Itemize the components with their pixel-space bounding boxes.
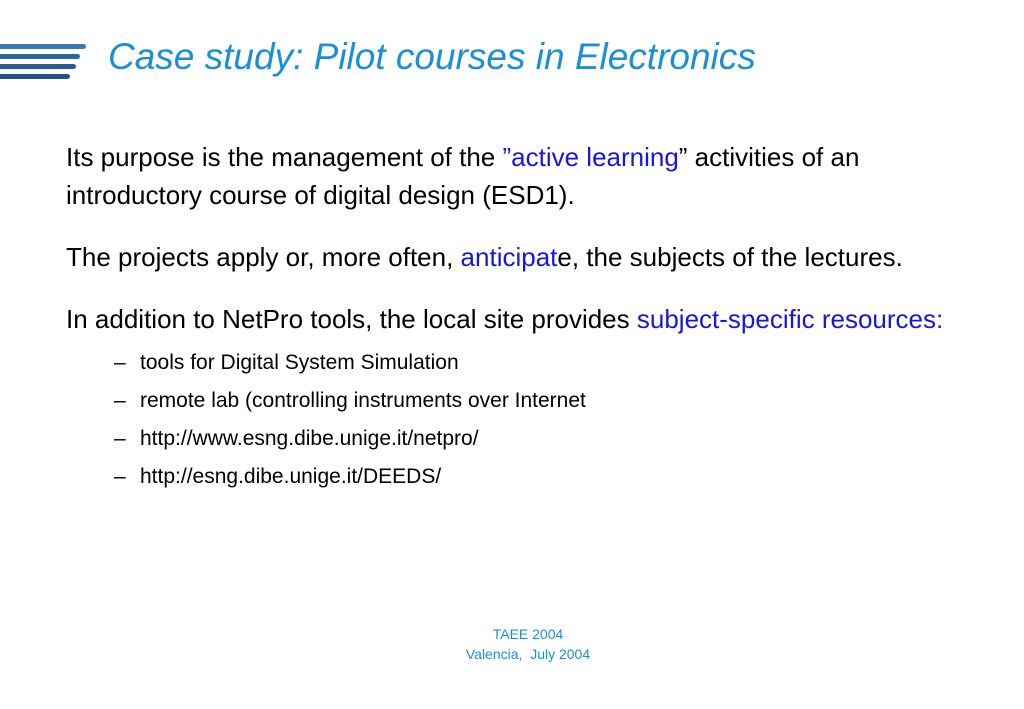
logo-bar: [0, 64, 76, 69]
paragraph-text: ” activities of an introductory course of digital design (ESD1).: [66, 142, 860, 210]
logo-bar: [0, 74, 70, 79]
paragraph-text: In addition to NetPro tools, the local site provides: [66, 304, 637, 334]
dash-bullet: –: [114, 427, 126, 450]
logo-bar: [0, 54, 80, 59]
logo-bars: [0, 44, 90, 80]
list-item: [114, 344, 946, 382]
paragraph-resources: [66, 300, 946, 338]
slide-title: Case study: Pilot courses in Electronics: [108, 36, 756, 77]
list-item-text: http://www.esng.dibe.unige.it/netpro/: [140, 427, 479, 450]
paragraph-purpose: [66, 138, 946, 214]
paragraph-text: Its purpose is the management of the: [66, 142, 503, 172]
list-item-text: remote lab (controlling instruments over Internet: [140, 389, 586, 412]
dash-bullet: –: [114, 389, 126, 412]
logo-bar: [0, 44, 86, 49]
highlight-text: subject-specific resources:: [636, 304, 944, 334]
list-item: [114, 382, 946, 420]
resource-list: [66, 344, 946, 496]
highlight-text: ”active learning: [502, 142, 679, 172]
slide-body: [66, 138, 946, 496]
paragraph-text: e, the subjects of the lectures.: [557, 242, 903, 272]
list-item-text: http://esng.dibe.unige.it/DEEDS/: [140, 465, 442, 488]
dash-bullet: –: [114, 465, 126, 488]
list-item: [114, 420, 946, 458]
dash-bullet: –: [114, 351, 126, 374]
footer-location-date: Valencia, July 2004: [465, 646, 591, 662]
list-item: [114, 458, 946, 496]
highlight-text: anticipat: [460, 242, 558, 272]
list-item-text: tools for Digital System Simulation: [140, 351, 459, 374]
footer-event: TAEE 2004: [492, 626, 564, 642]
paragraph-text: The projects apply or, more often,: [66, 242, 461, 272]
paragraph-projects: [66, 238, 946, 276]
slide-footer: [0, 624, 1024, 664]
